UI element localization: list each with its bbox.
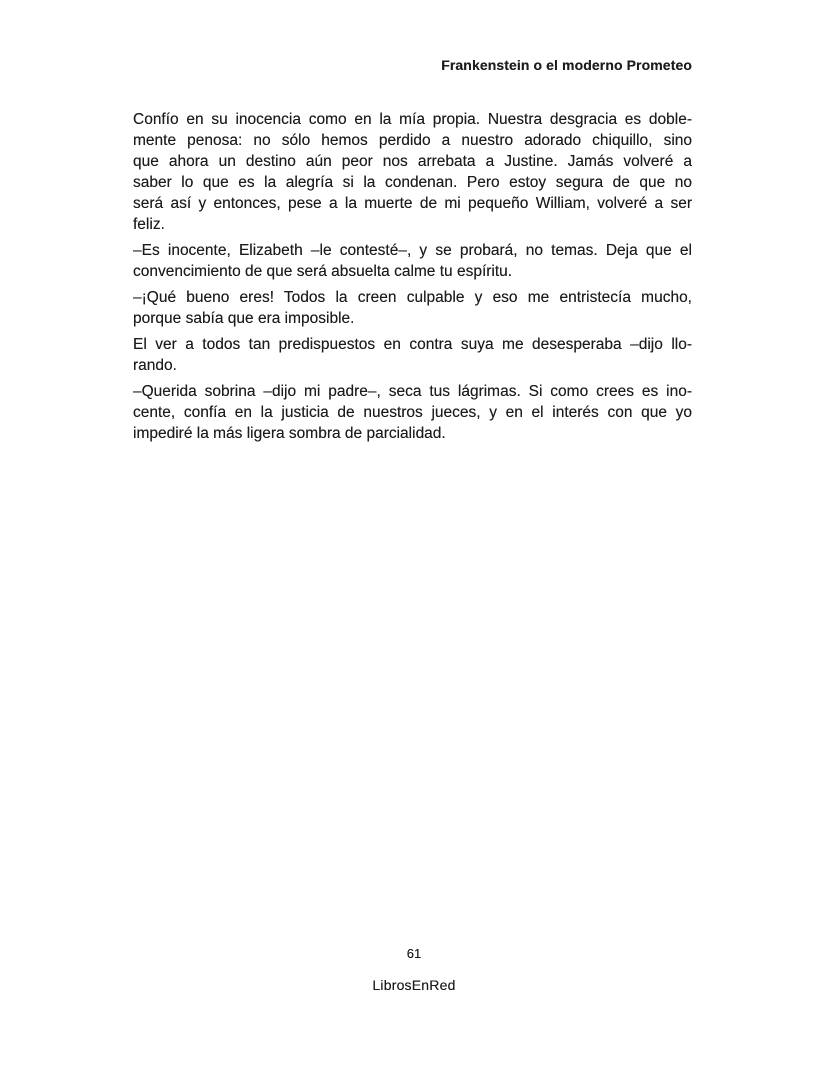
text-line: convencimiento de que será absuelta calme tu espíritu. (133, 263, 513, 280)
text-line: –¡Qué bueno eres! Todos la creen culpable y eso me entristecía mucho, (133, 289, 692, 306)
paragraph (133, 334, 692, 376)
text-line: mente penosa: no sólo hemos perdido a nuestro adorado chiquillo, sino (133, 132, 692, 149)
paragraph (133, 287, 692, 329)
text-line: –Querida sobrina –dijo mi padre–, seca tus lágrimas. Si como crees es ino- (133, 383, 692, 400)
text-line: saber lo que es la alegría si la condenan. Pero estoy segura de que no (133, 174, 692, 191)
running-header-title: Frankenstein o el moderno Prometeo (441, 57, 692, 73)
text-line: que ahora un destino aún peor nos arrebata a Justine. Jamás volveré a (133, 153, 692, 170)
text-line: será así y entonces, pese a la muerte de mi pequeño William, volveré a ser (133, 195, 692, 212)
text-line: –Es inocente, Elizabeth –le contesté–, y se probará, no temas. Deja que el (133, 242, 692, 259)
text-line: impediré la más ligera sombra de parcialidad. (133, 425, 446, 442)
text-line: El ver a todos tan predispuestos en contra suya me desesperaba –dijo llo- (133, 336, 692, 353)
paragraph (133, 109, 692, 235)
text-line: cente, confía en la justicia de nuestros jueces, y en el interés con que yo (133, 404, 692, 421)
body-text (133, 109, 692, 449)
text-line: feliz. (133, 216, 165, 233)
text-line: porque sabía que era imposible. (133, 310, 355, 327)
paragraph (133, 240, 692, 282)
publisher-brand: LibrosEnRed (372, 977, 456, 993)
text-line: Confío en su inocencia como en la mía propia. Nuestra desgracia es doble- (133, 111, 692, 128)
page-number: 61 (406, 946, 422, 961)
paragraph (133, 381, 692, 444)
text-line: rando. (133, 357, 177, 374)
